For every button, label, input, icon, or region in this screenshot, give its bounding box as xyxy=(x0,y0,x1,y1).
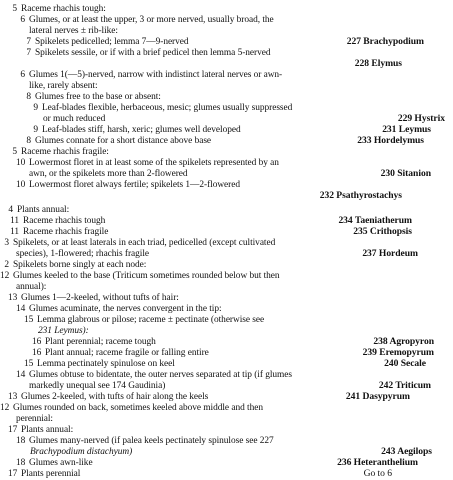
key-number: 3 xyxy=(4,238,9,248)
key-line xyxy=(0,125,439,135)
key-text: Lemma pectinately spinulose on keel xyxy=(37,359,175,369)
genus-reference: 241 Dasypyrum xyxy=(345,391,410,402)
genus-reference: 237 Hordeum xyxy=(362,248,418,259)
key-line xyxy=(0,414,426,424)
key-text: Raceme rhachis tough: xyxy=(21,4,106,14)
key-text: Leaf-blades flexible, herbaceous, mesic; glumes usually suppressed xyxy=(42,103,293,113)
genus-reference: 238 Agropyron xyxy=(373,336,434,347)
key-number: 8 xyxy=(26,136,31,146)
genus-reference: 229 Hystrix xyxy=(397,113,445,124)
key-line xyxy=(0,260,410,270)
key-number: 15 xyxy=(24,315,34,325)
key-line xyxy=(0,469,418,479)
key-text: 231 Leymus): xyxy=(38,326,89,336)
key-text: awn, or the spikelets more than 2-flowered xyxy=(29,169,188,179)
key-text: Glumes 1—2-keeled, without tufts of hair: xyxy=(21,293,179,303)
key-text: Glumes 2-keeled, with tufts of hair along the keels xyxy=(21,392,209,402)
key-text: lateral nerves ± rib-like: xyxy=(29,26,118,36)
key-text: Raceme rhachis tough xyxy=(23,216,106,226)
genus-reference: 232 Psathyrostachys xyxy=(319,190,402,201)
key-line xyxy=(0,114,453,124)
key-number: 7 xyxy=(26,37,31,47)
key-line xyxy=(0,169,439,179)
genus-reference: 228 Elymus xyxy=(354,58,402,69)
key-text: Glumes many-nerved (if palea keels pectinately spinulose see 227 xyxy=(29,436,274,446)
genus-reference: 233 Hordelymus xyxy=(357,135,424,146)
key-text: Plants annual: xyxy=(17,205,70,215)
genus-reference: 235 Crithopsis xyxy=(353,226,412,237)
key-number: 7 xyxy=(26,48,31,58)
key-text: Plant perennial; raceme tough xyxy=(45,337,156,347)
key-number: 5 xyxy=(12,4,17,14)
key-number: 11 xyxy=(10,227,19,237)
key-text: Spikelets pedicelled; lemma 7—9-nerved xyxy=(35,37,189,47)
key-text: markedly unequal see 174 Gaudinia) xyxy=(29,381,166,391)
key-line xyxy=(0,70,426,80)
key-line xyxy=(0,326,448,336)
key-line xyxy=(0,147,418,157)
key-line xyxy=(0,26,439,36)
key-text: Lowermost floret in at least some of the spikelets represented by an xyxy=(29,158,279,168)
key-line xyxy=(0,216,420,226)
genus-reference: 239 Eremopyrum xyxy=(362,347,434,358)
key-line xyxy=(0,392,418,402)
key-number: 14 xyxy=(16,370,26,380)
genus-reference: 231 Leymus xyxy=(382,124,431,135)
key-text: Lowermost floret always fertile; spikelets 1—2-flowered xyxy=(29,180,240,190)
key-line xyxy=(0,37,432,47)
key-line xyxy=(0,136,432,146)
key-text: Glumes acuminate, the nerves convergent in the tip: xyxy=(29,304,222,314)
key-text: Glumes 1(—5)-nerved, narrow with indistinct lateral nerves or awn- xyxy=(29,70,283,80)
key-number: 5 xyxy=(12,147,17,157)
key-number: 10 xyxy=(16,158,26,168)
key-text: Plants perennial xyxy=(21,469,81,479)
key-text: like, rarely absent: xyxy=(29,81,98,91)
key-number: 13 xyxy=(8,392,18,402)
key-line xyxy=(0,337,442,347)
key-line xyxy=(0,271,410,281)
key-text: Glumes connate for a short distance above base xyxy=(35,136,212,146)
key-number: 15 xyxy=(24,359,34,369)
key-text: perennial: xyxy=(16,414,53,424)
key-line xyxy=(0,92,432,102)
key-number: 16 xyxy=(32,348,42,358)
key-text: Leaf-blades stiff, harsh, xeric; glumes well developed xyxy=(42,125,241,135)
key-number: 17 xyxy=(8,469,18,479)
key-number: 9 xyxy=(33,103,38,113)
key-line xyxy=(0,403,410,413)
key-text: Brachypodium distachyum) xyxy=(30,447,133,457)
key-text: Glumes awn-like xyxy=(29,458,93,468)
key-number: 10 xyxy=(16,180,26,190)
key-number: 18 xyxy=(16,458,26,468)
key-line xyxy=(0,205,414,215)
key-text: or much reduced xyxy=(43,114,106,124)
key-line xyxy=(0,81,439,91)
key-text: Glumes obtuse to bidentate, the outer nerves separated at tip (if glumes xyxy=(29,370,292,380)
key-number: 16 xyxy=(32,337,42,347)
key-line xyxy=(0,348,442,358)
key-number: 2 xyxy=(4,260,9,270)
key-line xyxy=(0,249,426,259)
genus-reference: 234 Taeniatherum xyxy=(338,215,412,226)
key-number: 11 xyxy=(10,216,19,226)
key-line xyxy=(0,59,410,69)
key-line xyxy=(0,191,410,201)
genus-reference: 243 Aegilops xyxy=(381,446,432,457)
key-number: 13 xyxy=(8,293,18,303)
key-number: 17 xyxy=(8,425,18,435)
key-line xyxy=(0,48,432,58)
key-line xyxy=(0,315,434,325)
key-text: Glumes, or at least the upper, 3 or more nerved, usually broad, the xyxy=(29,15,274,25)
genus-reference: 242 Triticum xyxy=(378,380,431,391)
key-text: Spikelets sessile, or if with a brief pedicel then lemma 5-nerved xyxy=(35,48,271,58)
genus-reference: 240 Secale xyxy=(384,358,426,369)
key-text: Glumes keeled to the base (Triticum sometimes rounded below but then xyxy=(13,271,280,281)
key-line xyxy=(0,304,426,314)
key-text: Spikelets, or at least laterals in each triad, pedicelled (except cultivated xyxy=(13,238,276,248)
key-number: 12 xyxy=(0,403,10,413)
key-line xyxy=(0,4,418,14)
key-line xyxy=(0,425,418,435)
genus-reference: 236 Heteranthelium xyxy=(337,457,418,468)
key-text: Glumes rounded on back, sometimes keeled above middle and then xyxy=(13,403,263,413)
key-line xyxy=(0,359,434,369)
key-text: Plants annual: xyxy=(21,425,74,435)
key-text: species), 1-flowered; rhachis fragile xyxy=(16,249,149,259)
key-line xyxy=(0,180,426,190)
key-number: 4 xyxy=(8,205,13,215)
key-line xyxy=(0,293,418,303)
key-line xyxy=(0,381,439,391)
key-line xyxy=(0,227,420,237)
key-number: 8 xyxy=(26,92,31,102)
key-line xyxy=(0,15,426,25)
key-text: Lemma glabrous or pilose; raceme ± pectinate (otherwise see xyxy=(37,315,265,325)
key-number: 12 xyxy=(0,271,10,281)
key-text: Raceme rhachis fragile xyxy=(23,227,109,237)
key-line xyxy=(0,370,426,380)
key-text: Spikelets borne singly at each node: xyxy=(13,260,147,270)
key-text: Raceme rhachis fragile: xyxy=(21,147,109,157)
genus-reference: 230 Sitanion xyxy=(380,168,431,179)
key-number: 6 xyxy=(20,15,25,25)
key-number: 14 xyxy=(16,304,26,314)
go-to-reference: Go to 6 xyxy=(363,468,392,479)
key-line xyxy=(0,458,426,468)
key-line xyxy=(0,436,426,446)
key-line xyxy=(0,103,439,113)
key-number: 9 xyxy=(33,125,38,135)
genus-reference: 227 Brachypodium xyxy=(346,36,424,47)
key-text: annual): xyxy=(16,282,47,292)
key-text: Glumes free to the base or absent: xyxy=(35,92,161,102)
key-line xyxy=(0,158,426,168)
key-number: 18 xyxy=(16,436,26,446)
key-line xyxy=(0,447,440,457)
key-line xyxy=(0,282,426,292)
key-text: Plant annual; raceme fragile or falling entire xyxy=(45,348,209,358)
key-number: 6 xyxy=(20,70,25,80)
key-line xyxy=(0,238,410,248)
